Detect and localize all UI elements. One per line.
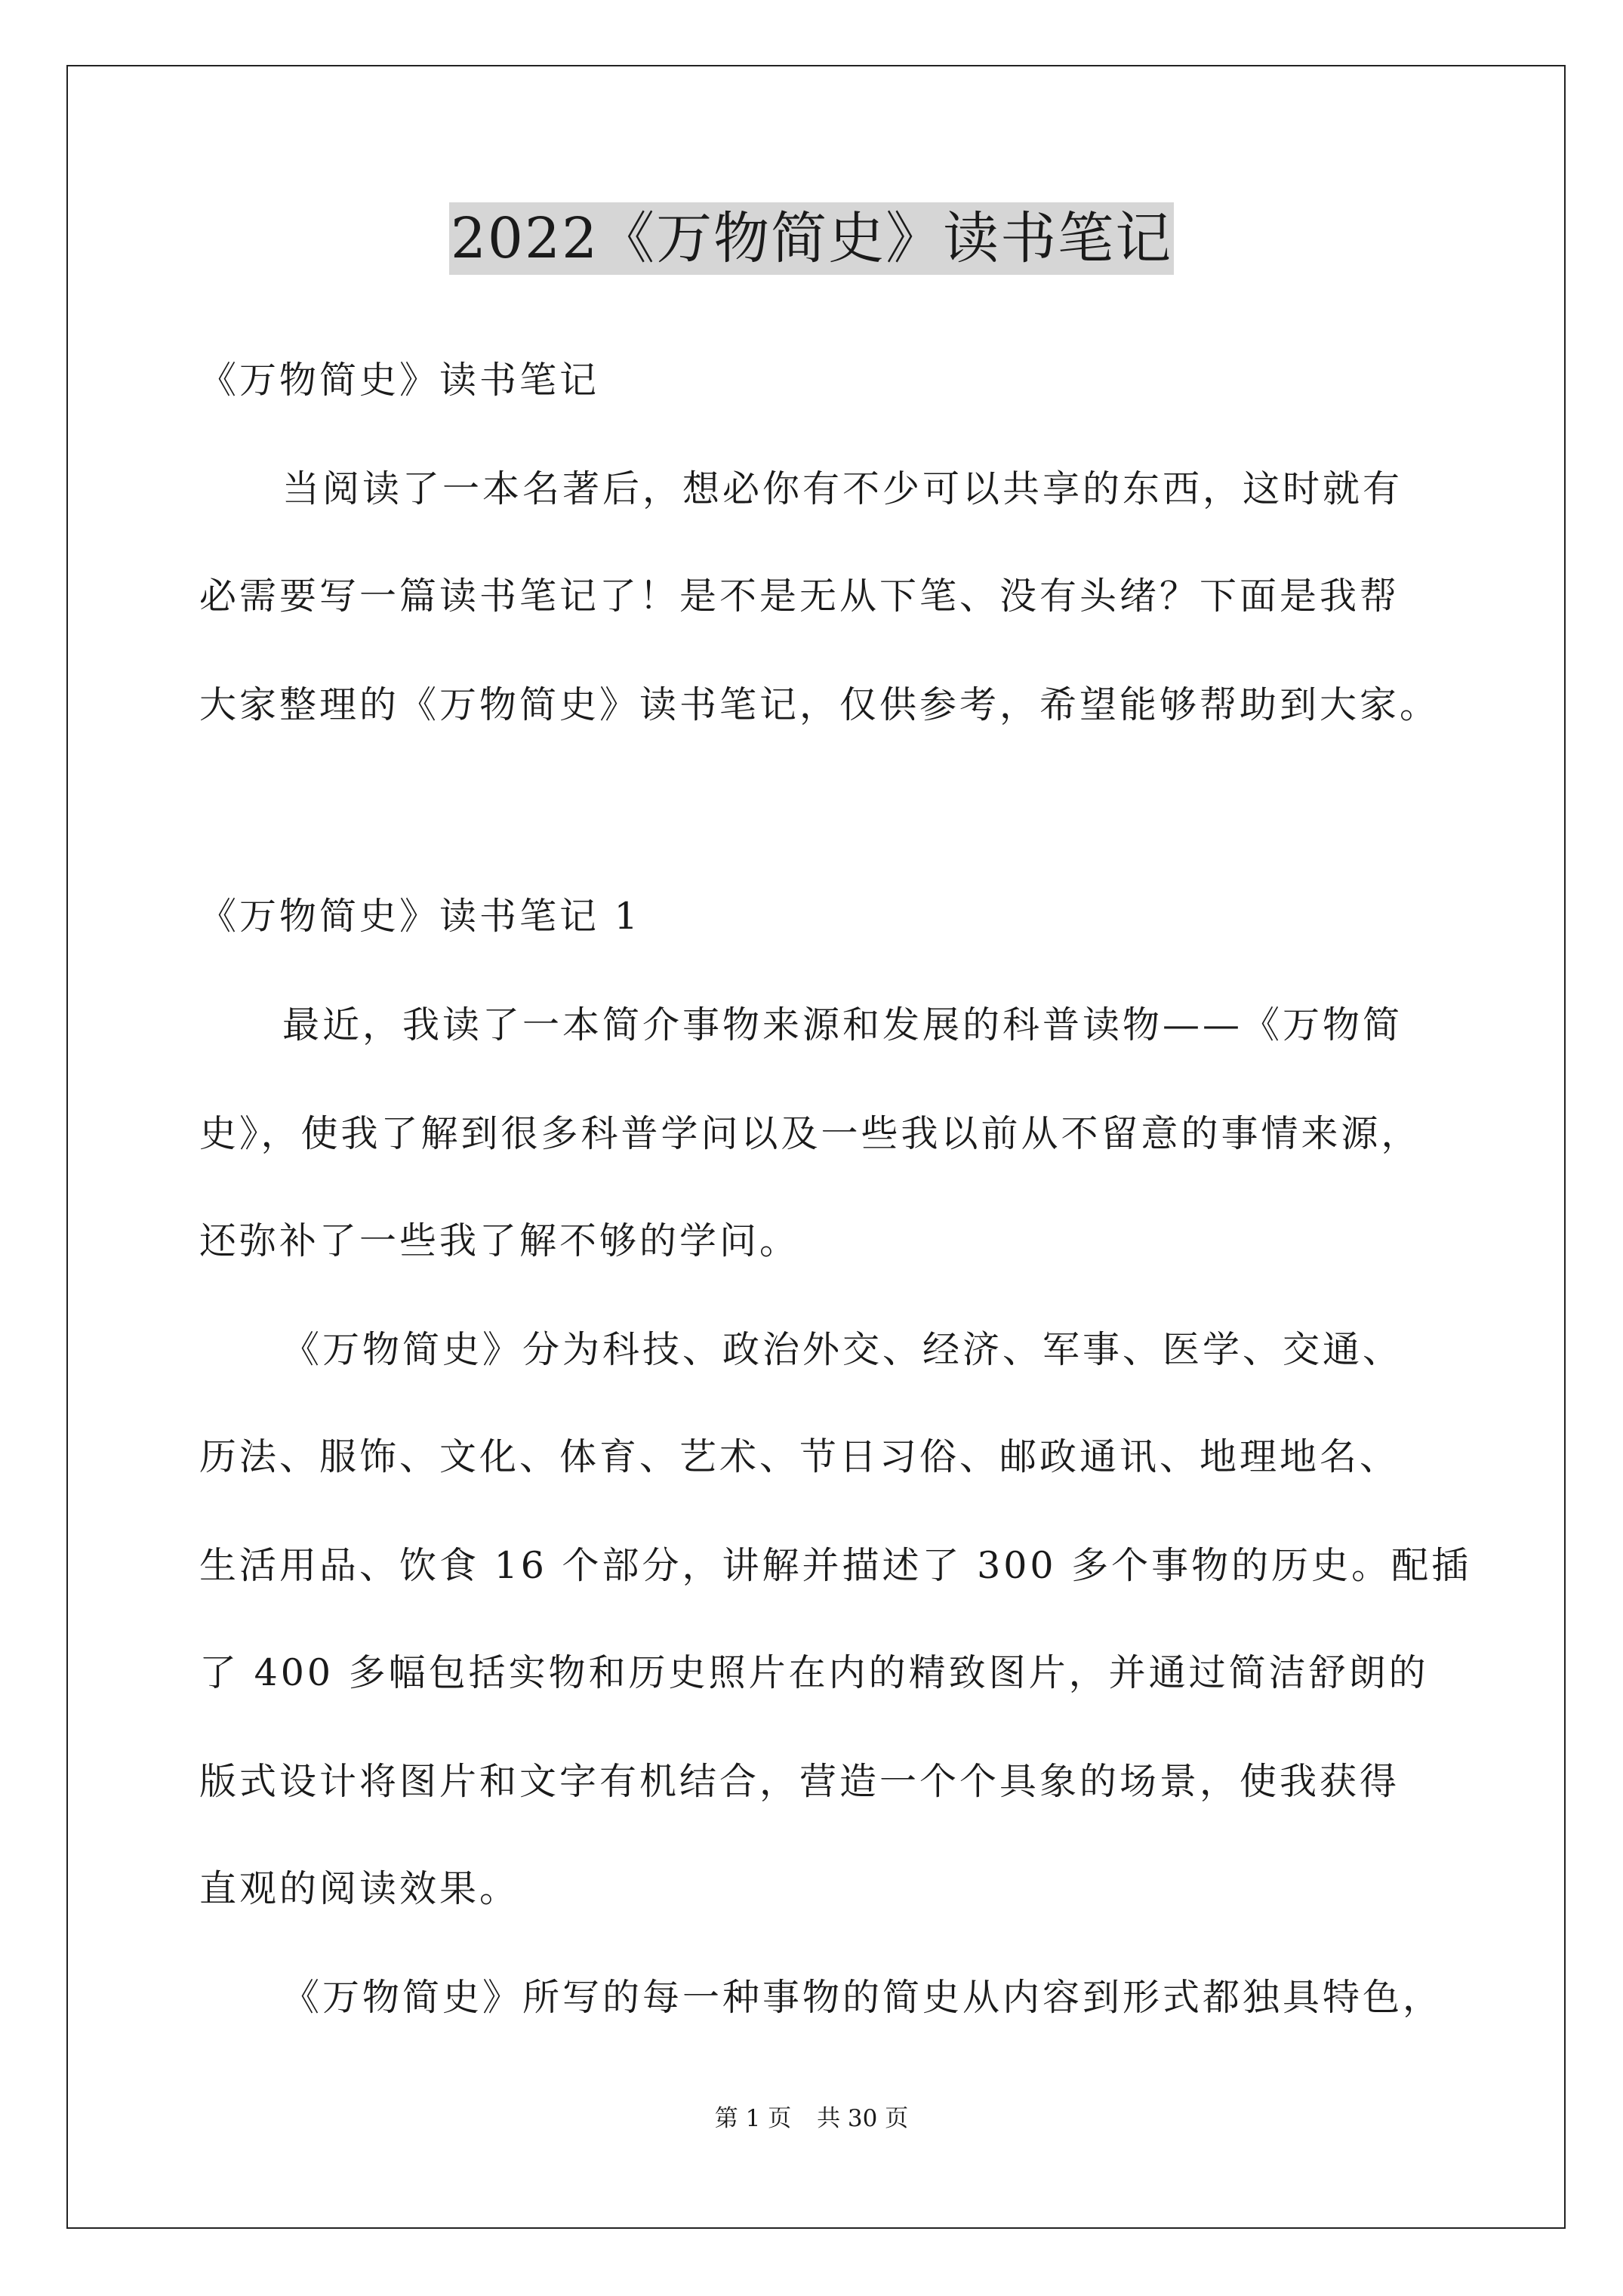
intro-line-1: 当阅读了一本名著后，想必你有不少可以共享的东西，这时就有 xyxy=(282,467,1403,510)
section-heading: 《万物简史》读书笔记 xyxy=(199,359,600,402)
para2-line-1: 《万物简史》分为科技、政治外交、经济、军事、医学、交通、 xyxy=(282,1328,1403,1371)
para1-line-1: 最近，我读了一本简介事物来源和发展的科普读物——《万物简 xyxy=(282,1003,1403,1046)
para2-line-6: 直观的阅读效果。 xyxy=(199,1867,520,1910)
section-heading-1: 《万物简史》读书笔记 1 xyxy=(199,895,641,938)
intro-line-2: 必需要写一篇读书笔记了！是不是无从下笔、没有头绪？下面是我帮 xyxy=(199,575,1400,618)
page-number: 第 1 页 xyxy=(714,2105,792,2132)
document-title: 2022《万物简史》读书笔记 xyxy=(449,202,1174,275)
para3-line-1: 《万物简史》所写的每一种事物的简史从内容到形式都独具特色， xyxy=(282,1976,1443,2019)
para1-line-2: 史》，使我了解到很多科普学问以及一些我以前从不留意的事情来源， xyxy=(199,1112,1421,1155)
para2-line-5: 版式设计将图片和文字有机结合，营造一个个具象的场景，使我获得 xyxy=(199,1760,1400,1803)
intro-line-3: 大家整理的《万物简史》读书笔记，仅供参考，希望能够帮助到大家。 xyxy=(199,683,1440,726)
para2-line-3: 生活用品、饮食 16 个部分，讲解并描述了 300 多个事物的历史。配插 xyxy=(199,1544,1472,1587)
title-container xyxy=(0,202,1623,275)
para1-line-3: 还弥补了一些我了解不够的学问。 xyxy=(199,1219,800,1262)
para2-line-4: 了 400 多幅包括实物和历史照片在内的精致图片，并通过简洁舒朗的 xyxy=(199,1651,1429,1694)
page-total: 共 30 页 xyxy=(817,2105,909,2132)
para2-line-2: 历法、服饰、文化、体育、艺术、节日习俗、邮政通讯、地理地名、 xyxy=(199,1435,1400,1478)
page-footer xyxy=(0,2099,1623,2133)
